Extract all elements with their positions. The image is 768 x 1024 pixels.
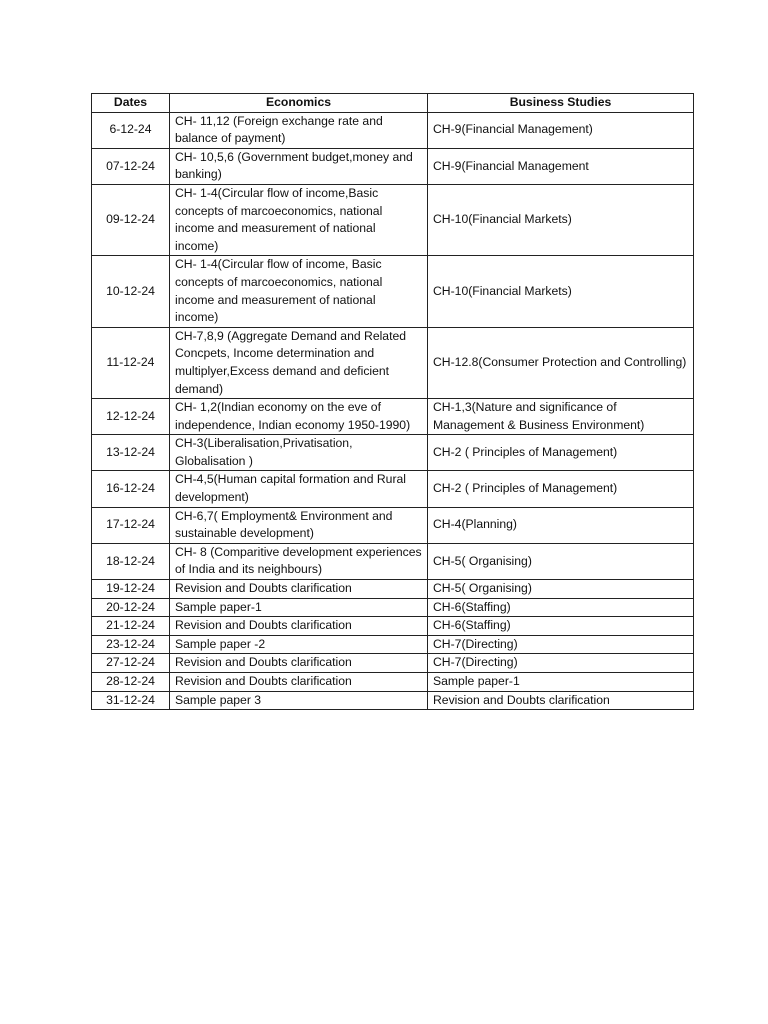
table-row <box>92 435 694 471</box>
date-cell: 12-12-24 <box>92 399 170 435</box>
table-row <box>92 148 694 184</box>
table-row <box>92 184 694 255</box>
table-row <box>92 112 694 148</box>
table-row <box>92 543 694 579</box>
economics-cell: CH- 8 (Comparitive development experiences of India and its neighbours) <box>170 543 428 579</box>
table-body <box>92 112 694 710</box>
date-cell: 28-12-24 <box>92 673 170 692</box>
business-studies-cell: CH-7(Directing) <box>428 635 694 654</box>
date-cell: 31-12-24 <box>92 691 170 710</box>
economics-cell: Revision and Doubts clarification <box>170 673 428 692</box>
table-row <box>92 673 694 692</box>
business-studies-cell: CH-6(Staffing) <box>428 617 694 636</box>
business-studies-cell: CH-1,3(Nature and significance of Management & Business Environment) <box>428 399 694 435</box>
business-studies-cell: CH-10(Financial Markets) <box>428 256 694 327</box>
schedule-sheet <box>91 93 693 710</box>
economics-cell: CH- 1,2(Indian economy on the eve of independence, Indian economy 1950-1990) <box>170 399 428 435</box>
business-studies-cell: CH-4(Planning) <box>428 507 694 543</box>
business-studies-cell: CH-7(Directing) <box>428 654 694 673</box>
header-business-studies: Business Studies <box>428 94 694 113</box>
economics-cell: CH- 1-4(Circular flow of income, Basic concepts of marcoeconomics, national income and measurement of national income) <box>170 256 428 327</box>
date-cell: 17-12-24 <box>92 507 170 543</box>
economics-cell: CH- 11,12 (Foreign exchange rate and balance of payment) <box>170 112 428 148</box>
date-cell: 6-12-24 <box>92 112 170 148</box>
business-studies-cell: CH-10(Financial Markets) <box>428 184 694 255</box>
table-row <box>92 327 694 398</box>
table-row <box>92 580 694 599</box>
economics-cell: Sample paper 3 <box>170 691 428 710</box>
header-dates: Dates <box>92 94 170 113</box>
table-row <box>92 654 694 673</box>
economics-cell: Revision and Doubts clarification <box>170 654 428 673</box>
date-cell: 10-12-24 <box>92 256 170 327</box>
date-cell: 11-12-24 <box>92 327 170 398</box>
business-studies-cell: CH-5( Organising) <box>428 580 694 599</box>
business-studies-cell: CH-9(Financial Management) <box>428 112 694 148</box>
economics-cell: Revision and Doubts clarification <box>170 617 428 636</box>
economics-cell: Sample paper-1 <box>170 598 428 617</box>
table-row <box>92 256 694 327</box>
economics-cell: CH- 10,5,6 (Government budget,money and banking) <box>170 148 428 184</box>
date-cell: 21-12-24 <box>92 617 170 636</box>
business-studies-cell: Revision and Doubts clarification <box>428 691 694 710</box>
header-economics: Economics <box>170 94 428 113</box>
date-cell: 20-12-24 <box>92 598 170 617</box>
date-cell: 19-12-24 <box>92 580 170 599</box>
date-cell: 09-12-24 <box>92 184 170 255</box>
economics-cell: CH- 1-4(Circular flow of income,Basic concepts of marcoeconomics, national income and measurement of national income) <box>170 184 428 255</box>
date-cell: 27-12-24 <box>92 654 170 673</box>
economics-cell: CH-3(Liberalisation,Privatisation, Globalisation ) <box>170 435 428 471</box>
economics-cell: CH-4,5(Human capital formation and Rural development) <box>170 471 428 507</box>
business-studies-cell: CH-6(Staffing) <box>428 598 694 617</box>
business-studies-cell: CH-5( Organising) <box>428 543 694 579</box>
table-row <box>92 399 694 435</box>
table-row <box>92 471 694 507</box>
business-studies-cell: CH-9(Financial Management <box>428 148 694 184</box>
table-row <box>92 617 694 636</box>
table-row <box>92 635 694 654</box>
table-header-row <box>92 94 694 113</box>
date-cell: 13-12-24 <box>92 435 170 471</box>
economics-cell: Sample paper -2 <box>170 635 428 654</box>
economics-cell: Revision and Doubts clarification <box>170 580 428 599</box>
economics-cell: CH-6,7( Employment& Environment and sustainable development) <box>170 507 428 543</box>
date-cell: 16-12-24 <box>92 471 170 507</box>
table-row <box>92 507 694 543</box>
table-row <box>92 691 694 710</box>
business-studies-cell: CH-2 ( Principles of Management) <box>428 471 694 507</box>
date-cell: 07-12-24 <box>92 148 170 184</box>
date-cell: 18-12-24 <box>92 543 170 579</box>
business-studies-cell: Sample paper-1 <box>428 673 694 692</box>
business-studies-cell: CH-12.8(Consumer Protection and Controlling) <box>428 327 694 398</box>
date-cell: 23-12-24 <box>92 635 170 654</box>
economics-cell: CH-7,8,9 (Aggregate Demand and Related Concpets, Income determination and multiplyer,Excess demand and deficient demand) <box>170 327 428 398</box>
schedule-table <box>91 93 694 710</box>
business-studies-cell: CH-2 ( Principles of Management) <box>428 435 694 471</box>
table-row <box>92 598 694 617</box>
